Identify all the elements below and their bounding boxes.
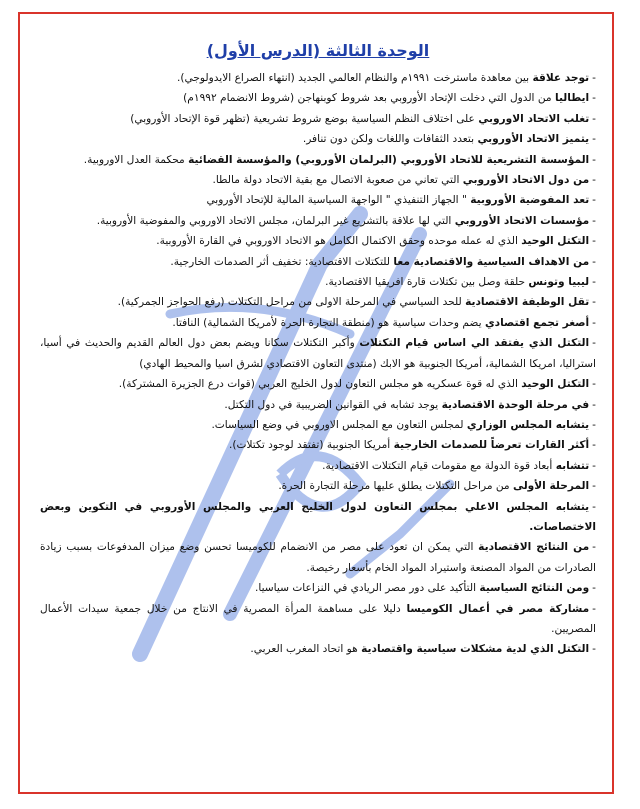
bullet-dash: - xyxy=(592,235,596,248)
statement-keyword: يتشابه المجلس الاعلي بمجلس التعاون لدول الخليج العربي والمجلس الأوروبي في التكوين وبعض الاختصاصات. xyxy=(40,500,596,533)
statement-keyword: يتميز الاتحاد الأوروبي xyxy=(477,133,590,146)
bullet-dash: - xyxy=(592,398,596,411)
statement-keyword: من الاهداف السياسية والاقتصادية معا xyxy=(393,255,590,268)
statement-text: يضم وحدات سياسية هو (منطقة التجارة الحرة لأمريكا الشمالية) النافتا. xyxy=(172,316,485,329)
statement-item xyxy=(40,333,596,374)
bullet-dash: - xyxy=(592,500,596,513)
statement-keyword: المؤسسة التشريعية للاتحاد الأوروبي (البرلمان الأوروبي) والمؤسسة القضائية xyxy=(188,153,590,166)
statement-item xyxy=(40,578,596,598)
bullet-dash: - xyxy=(592,153,596,166)
statement-keyword: المرحلة الأولى xyxy=(512,480,590,493)
bullet-dash: - xyxy=(592,337,596,350)
bullet-dash: - xyxy=(592,316,596,329)
bullet-dash: - xyxy=(592,378,596,391)
bullet-dash: - xyxy=(592,541,596,554)
statement-item xyxy=(40,272,596,292)
bullet-dash: - xyxy=(592,112,596,125)
statement-keyword: التكتل الوحيد xyxy=(521,378,590,391)
worksheet-page xyxy=(18,12,614,794)
bullet-dash: - xyxy=(592,480,596,493)
statement-text: التي يمكن ان تعود على مصر من الانضمام للكوميسا تحسن وضع ميزان المدفوعات بسبب زيادة الصادرات من المواد المصنعة واستيراد المواد الخام بأسعار رخيصة. xyxy=(40,541,596,574)
statement-item xyxy=(40,170,596,190)
statement-keyword: توجد علاقة xyxy=(532,72,590,84)
page-title: الوحدة الثالثة (الدرس الأول) xyxy=(206,41,430,60)
statement-keyword: التكتل الوحيد xyxy=(521,235,590,248)
bullet-dash: - xyxy=(592,194,596,207)
statement-text: بتعدد الثقافات واللغات ولكن دون تنافر. xyxy=(302,133,478,146)
statement-keyword: التكتل الذي لدية مشكلات سياسية واقتصادية xyxy=(361,643,590,656)
bullet-dash: - xyxy=(592,439,596,452)
statement-item xyxy=(40,395,596,415)
statement-item xyxy=(40,252,596,272)
bullet-dash: - xyxy=(592,418,596,431)
statement-item xyxy=(40,435,596,455)
statement-keyword: ومن النتائج السياسية xyxy=(479,582,590,595)
statement-keyword: تغلب الاتحاد الاوروبي xyxy=(478,112,590,125)
statement-item xyxy=(40,415,596,435)
statement-keyword: في مرحلة الوحدة الاقتصادية xyxy=(441,398,590,411)
statement-text: محكمة العدل الاوروبية. xyxy=(83,153,189,166)
statement-text: دليلا على مساهمة المرأة المصرية في الانتاج من خلال جمعية سيدات الأعمال المصريين. xyxy=(40,602,596,635)
statement-item xyxy=(40,88,596,108)
statement-text: حلقة وصل بين تكتلات قارة افريقيا الاقتصادية. xyxy=(325,276,529,289)
statement-text: الذي له عمله موحده وحقق الاكتمال الكامل هو الاتحاد الاوروبي في القارة الأوروبية. xyxy=(156,235,522,248)
bullet-dash: - xyxy=(592,459,596,472)
statement-item xyxy=(40,599,596,640)
bullet-dash: - xyxy=(592,214,596,227)
statement-item xyxy=(40,129,596,149)
worksheet-content xyxy=(20,14,612,660)
statement-keyword: مشاركة مصر في أعمال الكوميسا xyxy=(406,602,590,615)
statement-keyword: التكتل الذي يفتقد الي اساس قيام التكتلات xyxy=(359,337,590,350)
statement-list xyxy=(40,68,596,660)
statement-item xyxy=(40,639,596,659)
statement-text: لمجلس التعاون مع المجلس الاوروبي في وضع السياسات. xyxy=(211,418,467,431)
statement-text: من الدول التي دخلت الإتحاد الأوروبي بعد شروط كوبنهاجن (شروط الانضمام ١٩٩٢م) xyxy=(183,92,555,105)
statement-item xyxy=(40,231,596,251)
statement-keyword: ليبيا وتونس xyxy=(528,276,590,289)
bullet-dash: - xyxy=(592,296,596,309)
statement-item xyxy=(40,456,596,476)
statement-item xyxy=(40,497,596,538)
statement-text: التي لها علاقة بالتشريع غير البرلمان، مجلس الاتحاد الاوروبي والمفوضية الأوروبية. xyxy=(96,214,455,227)
statement-keyword: أكثر القارات تعرضاً للصدمات الخارجية xyxy=(393,439,590,452)
statement-item xyxy=(40,476,596,496)
statement-text: وأكبر التكتلات سكانا ويضم بعض دول العالم القديم والحديث في أسيا، استراليا، امريكا الشمالية، أمريكا الجنوبية هو الابك (منتدى التعاون الاقتصادي لشرق اسيا والمحيط الهادي) xyxy=(40,337,596,370)
bullet-dash: - xyxy=(592,582,596,595)
statement-item xyxy=(40,374,596,394)
statement-text: أبعاد قوة الدولة مع مقومات قيام التكتلات الاقتصادية. xyxy=(322,459,556,472)
statement-keyword: أصغر تجمع اقتصادي xyxy=(484,316,590,329)
statement-keyword: تتشابه xyxy=(555,459,590,472)
statement-item xyxy=(40,537,596,578)
statement-text: هو اتحاد المغرب العربي. xyxy=(250,643,362,656)
statement-keyword: مؤسسات الاتحاد الأوروبي xyxy=(454,214,590,227)
statement-item xyxy=(40,211,596,231)
statement-text: أمريكا الجنوبية (تفتقد لوجود تكتلات). xyxy=(228,439,394,452)
statement-text: الذي له قوة عسكريه هو مجلس التعاون لدول الخليج العربي (قوات درع الجزيرة المشتركة). xyxy=(118,378,522,391)
bullet-dash: - xyxy=(592,276,596,289)
statement-keyword: من دول الاتحاد الأوروبي xyxy=(462,174,590,187)
statement-item xyxy=(40,68,596,88)
statement-text: التأكيد على دور مصر الريادي في النزاعات سياسيا. xyxy=(255,582,480,595)
statement-text: بين معاهدة ماسترخت ١٩٩١م والنظام العالمي الجديد (انتهاء الصراع الايدولوجي). xyxy=(177,72,533,84)
bullet-dash: - xyxy=(592,643,596,656)
bullet-dash: - xyxy=(592,174,596,187)
bullet-dash: - xyxy=(592,133,596,146)
statement-text: على اختلاف النظم السياسية بوضع شروط تشريعية (تظهر قوة الإتحاد الأوروبي) xyxy=(130,112,479,125)
statement-text: " الجهاز التنفيذي " الواجهة السياسية المالية للإتحاد الأوروبي xyxy=(206,194,471,207)
statement-item xyxy=(40,109,596,129)
bullet-dash: - xyxy=(592,92,596,105)
statement-item xyxy=(40,150,596,170)
statement-keyword: ايطاليا xyxy=(554,92,590,105)
statement-text: يوجد تشابه في القوانين الضريبية في دول التكتل. xyxy=(224,398,442,411)
statement-text: التي تعاني من صعوبة الاتصال مع بقية الاتحاد دولة مالطا. xyxy=(212,174,463,187)
statement-text: للتكتلات الاقتصادية: تخفيف أثر الصدمات الخارجية. xyxy=(170,255,394,268)
bullet-dash: - xyxy=(592,72,596,84)
statement-item xyxy=(40,190,596,210)
statement-item xyxy=(40,313,596,333)
bullet-dash: - xyxy=(592,255,596,268)
statement-keyword: يتشابه المجلس الوزاري xyxy=(466,418,590,431)
statement-text: من مراحل التكتلات يطلق عليها مرحلة التجارة الحرة. xyxy=(278,480,513,493)
statement-text: للحد السياسي في المرحلة الاولى من مراحل التكتلات (رفع الحواجز الجمركية). xyxy=(117,296,466,309)
statement-keyword: تقل الوظيفة الاقتصادية xyxy=(465,296,590,309)
statement-keyword: تعد المفوضية الأوروبية xyxy=(470,194,590,207)
bullet-dash: - xyxy=(592,602,596,615)
statement-keyword: من النتائج الاقتصادية xyxy=(478,541,590,554)
statement-item xyxy=(40,292,596,312)
